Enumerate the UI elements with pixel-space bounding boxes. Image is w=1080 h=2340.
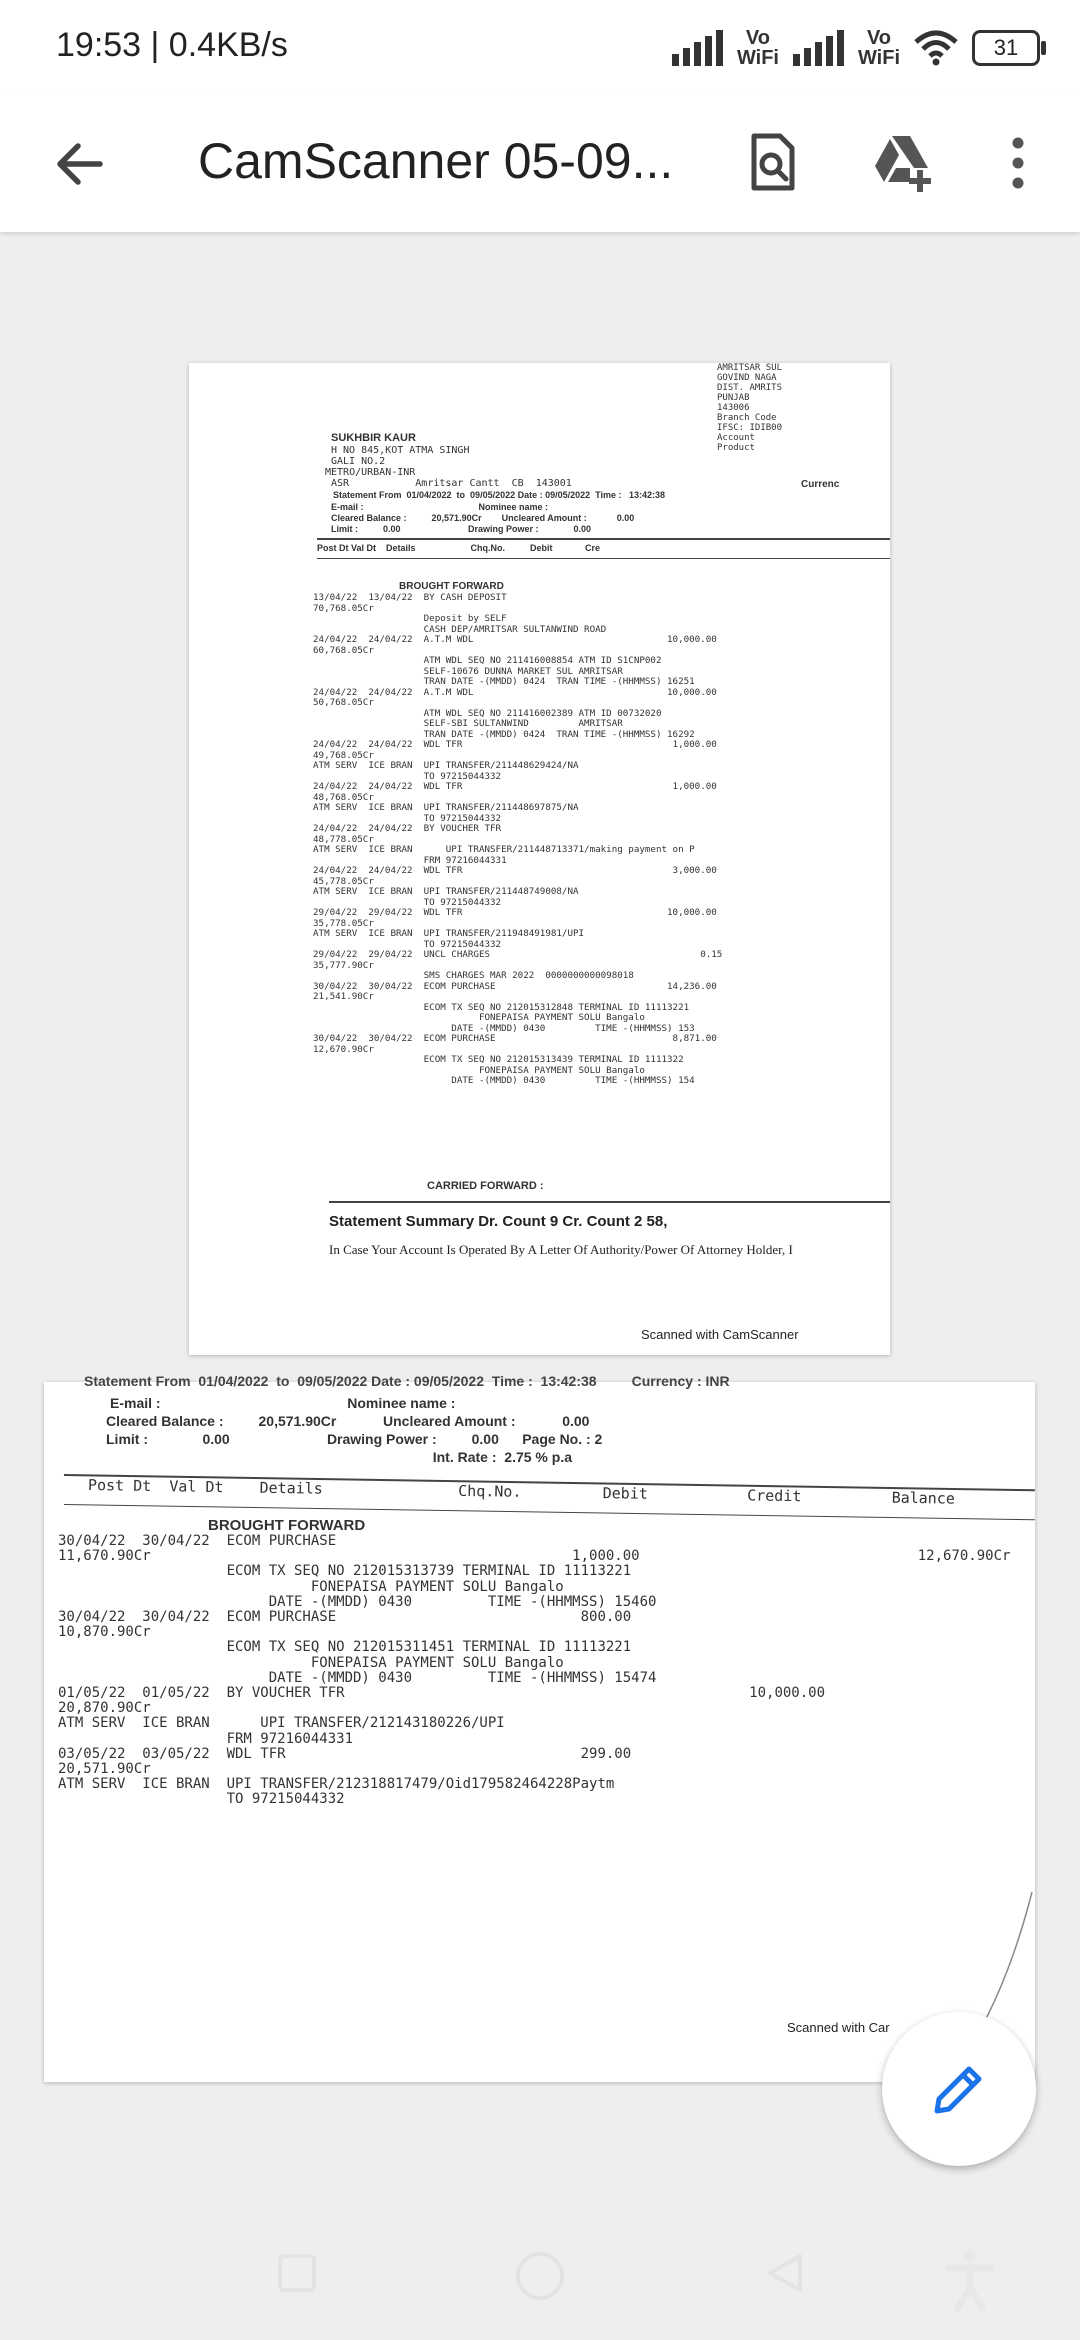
- transaction-line: 70,768.05Cr: [313, 602, 374, 614]
- transaction-line: 50,768.05Cr: [313, 697, 374, 708]
- status-time: 19:53 | 0.4KB/s: [56, 26, 288, 64]
- camscanner-watermark: Scanned with Car: [787, 2020, 890, 2035]
- transaction-line: 01/05/22 01/05/22 BY VOUCHER TFR 10,000.00: [58, 1685, 826, 1702]
- document-page-2[interactable]: [44, 1373, 1035, 2082]
- bank-address-line: 143006: [717, 403, 750, 413]
- transaction-line: ATM WDL SEQ NO 211416008854 ATM ID S1CNP002: [313, 655, 662, 666]
- statement-period: Statement From 01/04/2022 to 09/05/2022 Date : 09/05/2022 Time : 13:42:38: [333, 490, 666, 500]
- transaction-line: 20,571.90Cr: [58, 1761, 151, 1778]
- customer-address-3: METRO/URBAN-INR: [325, 467, 416, 478]
- transaction-line: DATE -(MMDD) 0430 TIME -(HHMMSS) 154: [313, 1075, 695, 1086]
- transaction-line: 35,778.05Cr: [313, 917, 374, 929]
- transaction-line: ATM SERV ICE BRAN UPI TRANSFER/211948491981/UPI: [313, 928, 585, 939]
- transaction-line: ATM SERV ICE BRAN UPI TRANSFER/211448749008/NA: [313, 886, 579, 897]
- transaction-line: ECOM TX SEQ NO 212015313739 TERMINAL ID 11113221: [58, 1563, 632, 1580]
- transaction-line: 35,777.90Cr: [313, 959, 374, 971]
- customer-address-4: ASR Amritsar Cantt CB 143001: [331, 478, 572, 489]
- transaction-line: ATM SERV ICE BRAN UPI TRANSFER/211448713371/making payment on P: [313, 844, 695, 855]
- transaction-line: 30/04/22 30/04/22 ECOM PURCHASE 800.00: [58, 1609, 632, 1626]
- transaction-line: ECOM TX SEQ NO 212015311451 TERMINAL ID 11113221: [58, 1639, 632, 1656]
- transaction-line: Deposit by SELF: [313, 613, 507, 624]
- bank-address-line: PUNJAB: [717, 393, 750, 403]
- transaction-line: FONEPAISA PAYMENT SOLU Bangalo: [313, 1012, 645, 1023]
- header-rule-top: [317, 538, 890, 540]
- bank-address-line: IFSC: IDIB00: [717, 423, 783, 433]
- transaction-line: DATE -(MMDD) 0430 TIME -(HHMMSS) 15460: [58, 1593, 657, 1610]
- app-bar: [0, 96, 1080, 232]
- bank-address-line: AMRITSAR SUL: [717, 363, 783, 373]
- customer-address-1: H NO 845,KOT ATMA SINGH: [331, 445, 470, 456]
- transaction-line: 48,768.05Cr: [313, 791, 374, 803]
- transaction-line: SELF-SBI SULTANWIND AMRITSAR: [313, 718, 623, 729]
- transaction-line: 30/04/22 30/04/22 ECOM PURCHASE 14,236.00: [313, 980, 717, 992]
- transaction-line: 49,768.05Cr: [313, 749, 374, 761]
- transaction-line: TO 97215044332: [313, 812, 502, 824]
- transaction-line: 20,870.90Cr: [58, 1700, 151, 1717]
- statement-period-cut: Statement From 01/04/2022 to 09/05/2022 Date : 09/05/2022 Time : 13:42:38 Currency : INR: [84, 1373, 730, 1389]
- transaction-line: SELF-10676 DUNNA MARKET SUL AMRITSAR: [313, 665, 623, 677]
- transaction-line: DATE -(MMDD) 0430 TIME -(HHMMSS) 15474: [58, 1669, 657, 1686]
- transaction-line: DATE -(MMDD) 0430 TIME -(HHMMSS) 153: [313, 1022, 695, 1034]
- transaction-rows: [313, 593, 722, 1087]
- table-header: Post Dt Val Dt Details Chq.No. Debit Credit Balance: [87, 1476, 955, 1508]
- transaction-line: 30/04/22 30/04/22 ECOM PURCHASE 8,871.00: [313, 1033, 717, 1044]
- transaction-line: ATM WDL SEQ NO 211416002389 ATM ID 00732020: [313, 707, 662, 719]
- bank-address-line: Account: [717, 433, 755, 443]
- header-rule-bottom: [317, 558, 890, 559]
- transaction-line: TO 97215044332: [313, 938, 502, 950]
- transaction-line: 10,870.90Cr: [58, 1624, 151, 1641]
- transaction-line: 12,670.90Cr: [313, 1043, 374, 1055]
- edit-fab-button[interactable]: [882, 2012, 1036, 2166]
- wifi-icon: [914, 30, 958, 66]
- system-nav-bar: [0, 2220, 1080, 2340]
- arrow-back-icon[interactable]: [50, 134, 110, 194]
- edit-pencil-icon: [927, 2057, 991, 2121]
- signal-icon-2: [793, 30, 844, 66]
- transaction-line: 03/05/22 03/05/22 WDL TFR 299.00: [58, 1745, 632, 1762]
- transaction-line: 21,541.90Cr: [313, 991, 374, 1002]
- brought-forward: BROUGHT FORWARD: [208, 1517, 366, 1534]
- transaction-line: 24/04/22 24/04/22 WDL TFR 3,000.00: [313, 865, 717, 876]
- transaction-line: 13/04/22 13/04/22 BY CASH DEPOSIT: [313, 592, 507, 603]
- carried-forward: CARRIED FORWARD :: [427, 1180, 544, 1192]
- cleared-balance-line: Cleared Balance : 20,571.90Cr Uncleared Amount : 0.00: [331, 513, 635, 523]
- email-line: E-mail : Nominee name :: [331, 502, 549, 512]
- transaction-line: 24/04/22 24/04/22 A.T.M WDL 10,000.00: [313, 686, 717, 698]
- transaction-line: SMS CHARGES MAR 2022 0000000000098018: [313, 970, 634, 981]
- recents-icon[interactable]: [272, 2248, 322, 2298]
- vo-wifi-label-2: Vo WiFi: [857, 27, 900, 69]
- status-bar: [0, 0, 1080, 96]
- email-line: E-mail : Nominee name :: [110, 1395, 456, 1411]
- add-to-drive-icon[interactable]: [870, 130, 936, 196]
- document-title: CamScanner 05-09...: [198, 133, 674, 189]
- limit-line: Limit : 0.00 Drawing Power : 0.00: [331, 524, 592, 534]
- statement-summary: Statement Summary Dr. Count 9 Cr. Count 2 58,: [329, 1213, 668, 1230]
- transaction-line: CASH DEP/AMRITSAR SULTANWIND ROAD: [313, 623, 607, 635]
- signal-icon: [672, 30, 723, 66]
- vo-wifi-label: Vo WiFi: [736, 27, 779, 69]
- more-vert-icon[interactable]: [990, 130, 1046, 196]
- currency-label: Currenc: [801, 479, 840, 490]
- bank-address-line: DIST. AMRITS: [717, 383, 783, 393]
- document-search-icon[interactable]: [740, 130, 806, 196]
- cleared-balance-line: Cleared Balance : 20,571.90Cr Uncleared Amount : 0.00: [106, 1413, 590, 1429]
- transaction-line: 29/04/22 29/04/22 WDL TFR 10,000.00: [313, 907, 717, 918]
- transaction-line: ECOM TX SEQ NO 212015313439 TERMINAL ID 1111322: [313, 1054, 684, 1065]
- customer-name: SUKHBIR KAUR: [331, 432, 416, 444]
- bank-address-line: Branch Code: [717, 413, 777, 423]
- transaction-line: FRM 97216044331: [313, 854, 507, 866]
- bank-address-line: Product: [717, 443, 755, 453]
- transaction-line: 24/04/22 24/04/22 BY VOUCHER TFR: [313, 823, 502, 834]
- transaction-line: TO 97215044332: [313, 896, 502, 908]
- interest-rate-line: Int. Rate : 2.75 % p.a: [106, 1449, 572, 1465]
- transaction-line: 30/04/22 30/04/22 ECOM PURCHASE: [58, 1533, 337, 1549]
- transaction-line: 24/04/22 24/04/22 WDL TFR 1,000.00: [313, 739, 717, 750]
- home-icon[interactable]: [512, 2248, 568, 2304]
- transaction-line: TRAN DATE -(MMDD) 0424 TRAN TIME -(HHMMSS) 16292: [313, 728, 695, 740]
- transaction-line: 29/04/22 29/04/22 UNCL CHARGES 0.15: [313, 949, 723, 960]
- transaction-line: ATM SERV ICE BRAN UPI TRANSFER/211448697875/NA: [313, 802, 579, 813]
- transaction-line: FRM 97216044331: [58, 1730, 354, 1747]
- transaction-line: TO 97215044332: [313, 770, 502, 782]
- summary-rule: [329, 1201, 890, 1203]
- transaction-line: 48,778.05Cr: [313, 833, 374, 845]
- transaction-line: ECOM TX SEQ NO 212015312848 TERMINAL ID 11113221: [313, 1001, 690, 1013]
- transaction-line: ATM SERV ICE BRAN UPI TRANSFER/212318817479/Oid179582464228Paytm: [58, 1776, 615, 1793]
- transaction-line: ATM SERV ICE BRAN UPI TRANSFER/212143180226/UPI: [58, 1715, 505, 1732]
- camscanner-watermark: Scanned with CamScanner: [641, 1327, 799, 1342]
- bank-address-line: GOVIND NAGA: [717, 373, 777, 383]
- transaction-line: 11,670.90Cr 1,000.00 12,670.90Cr: [58, 1548, 1011, 1565]
- status-icons: [672, 22, 1040, 74]
- transaction-line: 24/04/22 24/04/22 WDL TFR 1,000.00: [313, 781, 717, 792]
- document-page-1[interactable]: [189, 363, 890, 1355]
- transaction-line: TO 97215044332: [58, 1791, 345, 1808]
- battery-icon: 31: [972, 30, 1040, 66]
- accessibility-icon[interactable]: [942, 2248, 998, 2312]
- brought-forward: BROUGHT FORWARD: [399, 581, 504, 592]
- transaction-line: FONEPAISA PAYMENT SOLU Bangalo: [58, 1654, 564, 1671]
- limit-line: Limit : 0.00 Drawing Power : 0.00 Page No. : 2: [106, 1431, 603, 1447]
- transaction-line: TRAN DATE -(MMDD) 0424 TRAN TIME -(HHMMSS) 16251: [313, 676, 695, 687]
- transaction-rows: [58, 1534, 1010, 1808]
- transaction-line: 24/04/22 24/04/22 A.T.M WDL 10,000.00: [313, 634, 717, 645]
- transaction-line: FONEPAISA PAYMENT SOLU Bangalo: [58, 1578, 564, 1595]
- transaction-line: ATM SERV ICE BRAN UPI TRANSFER/211448629424/NA: [313, 760, 579, 771]
- table-header: Post Dt Val Dt Details Chq.No. Debit Cre: [317, 543, 601, 553]
- poa-notice: In Case Your Account Is Operated By A Letter Of Authority/Power Of Attorney Holder, I: [329, 1242, 793, 1257]
- transaction-line: FONEPAISA PAYMENT SOLU Bangalo: [313, 1064, 645, 1076]
- bank-address-block: [717, 363, 782, 453]
- transaction-line: 60,768.05Cr: [313, 644, 374, 656]
- transaction-line: 45,778.05Cr: [313, 875, 374, 887]
- back-triangle-icon[interactable]: [760, 2248, 810, 2298]
- customer-address-2: GALI NO.2: [331, 456, 386, 467]
